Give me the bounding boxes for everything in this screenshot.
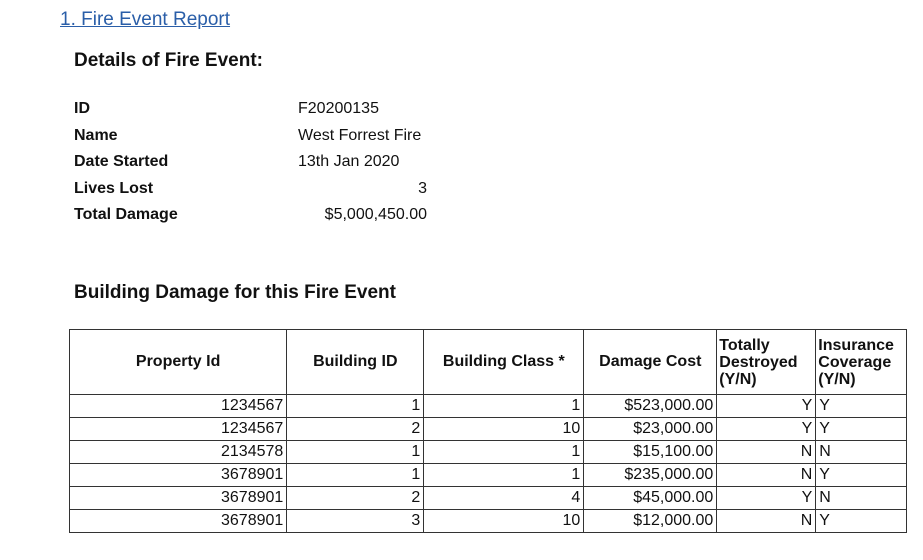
detail-row xyxy=(74,153,454,180)
header-totally-destroyed: Totally Destroyed (Y/N) xyxy=(717,330,816,395)
table-row xyxy=(70,418,907,441)
building-id-cell: 1 xyxy=(287,464,424,487)
damage-cost-cell: $23,000.00 xyxy=(584,418,717,441)
detail-value: 13th Jan 2020 xyxy=(298,153,400,170)
insurance-coverage-cell: Y xyxy=(816,418,907,441)
table-header-row xyxy=(70,330,907,395)
details-heading: Details of Fire Event: xyxy=(74,50,263,71)
insurance-coverage-cell: Y xyxy=(816,464,907,487)
table-row xyxy=(70,464,907,487)
building-class-cell: 4 xyxy=(424,487,584,510)
table-row xyxy=(70,487,907,510)
detail-row xyxy=(74,180,454,207)
damage-cost-cell: $523,000.00 xyxy=(584,395,717,418)
property-spacer-cell xyxy=(70,464,219,487)
damage-cost-cell: $235,000.00 xyxy=(584,464,717,487)
detail-row xyxy=(74,206,454,233)
building-class-cell: 10 xyxy=(424,418,584,441)
building-class-cell: 10 xyxy=(424,510,584,533)
building-class-cell: 1 xyxy=(424,464,584,487)
detail-value: 3 xyxy=(418,179,427,197)
property-id-cell: 1234567 xyxy=(218,395,287,418)
damage-cost-cell: $45,000.00 xyxy=(584,487,717,510)
header-building-class: Building Class * xyxy=(424,330,584,395)
details-list xyxy=(74,100,454,233)
detail-label: Name xyxy=(74,126,118,144)
totally-destroyed-cell: N xyxy=(717,441,816,464)
property-id-cell: 3678901 xyxy=(218,510,287,533)
header-insurance-coverage: Insurance Coverage (Y/N) xyxy=(816,330,907,395)
property-id-cell: 3678901 xyxy=(218,487,287,510)
detail-label: ID xyxy=(74,100,90,117)
report-title-link[interactable]: 1. Fire Event Report xyxy=(60,9,231,30)
detail-label: Lives Lost xyxy=(74,179,154,197)
detail-row xyxy=(74,100,454,127)
building-id-cell: 1 xyxy=(287,395,424,418)
totally-destroyed-cell: N xyxy=(717,510,816,533)
building-id-cell: 2 xyxy=(287,487,424,510)
detail-value: F20200135 xyxy=(298,100,379,117)
building-damage-table xyxy=(69,329,907,533)
header-building-id: Building ID xyxy=(287,330,424,395)
header-property-id: Property Id xyxy=(70,330,287,395)
detail-label: Total Damage xyxy=(74,206,178,223)
property-id-cell: 2134578 xyxy=(218,441,287,464)
property-id-cell: 1234567 xyxy=(218,418,287,441)
header-damage-cost: Damage Cost xyxy=(584,330,717,395)
detail-value: West Forrest Fire xyxy=(298,126,422,144)
insurance-coverage-cell: N xyxy=(816,487,907,510)
table-row xyxy=(70,510,907,533)
detail-value: $5,000,450.00 xyxy=(324,206,427,223)
building-id-cell: 3 xyxy=(287,510,424,533)
building-class-cell: 1 xyxy=(424,441,584,464)
detail-label: Date Started xyxy=(74,153,169,170)
table-row xyxy=(70,441,907,464)
table-row xyxy=(70,395,907,418)
insurance-coverage-cell: Y xyxy=(816,510,907,533)
property-id-cell: 3678901 xyxy=(218,464,287,487)
totally-destroyed-cell: Y xyxy=(717,487,816,510)
totally-destroyed-cell: N xyxy=(717,464,816,487)
property-spacer-cell xyxy=(70,487,219,510)
property-spacer-cell xyxy=(70,418,219,441)
detail-row xyxy=(74,127,454,154)
damage-cost-cell: $15,100.00 xyxy=(584,441,717,464)
building-id-cell: 2 xyxy=(287,418,424,441)
building-id-cell: 1 xyxy=(287,441,424,464)
totally-destroyed-cell: Y xyxy=(717,418,816,441)
property-spacer-cell xyxy=(70,510,219,533)
property-spacer-cell xyxy=(70,441,219,464)
building-class-cell: 1 xyxy=(424,395,584,418)
property-spacer-cell xyxy=(70,395,219,418)
insurance-coverage-cell: Y xyxy=(816,395,907,418)
insurance-coverage-cell: N xyxy=(816,441,907,464)
building-damage-heading: Building Damage for this Fire Event xyxy=(74,282,396,303)
damage-cost-cell: $12,000.00 xyxy=(584,510,717,533)
totally-destroyed-cell: Y xyxy=(717,395,816,418)
